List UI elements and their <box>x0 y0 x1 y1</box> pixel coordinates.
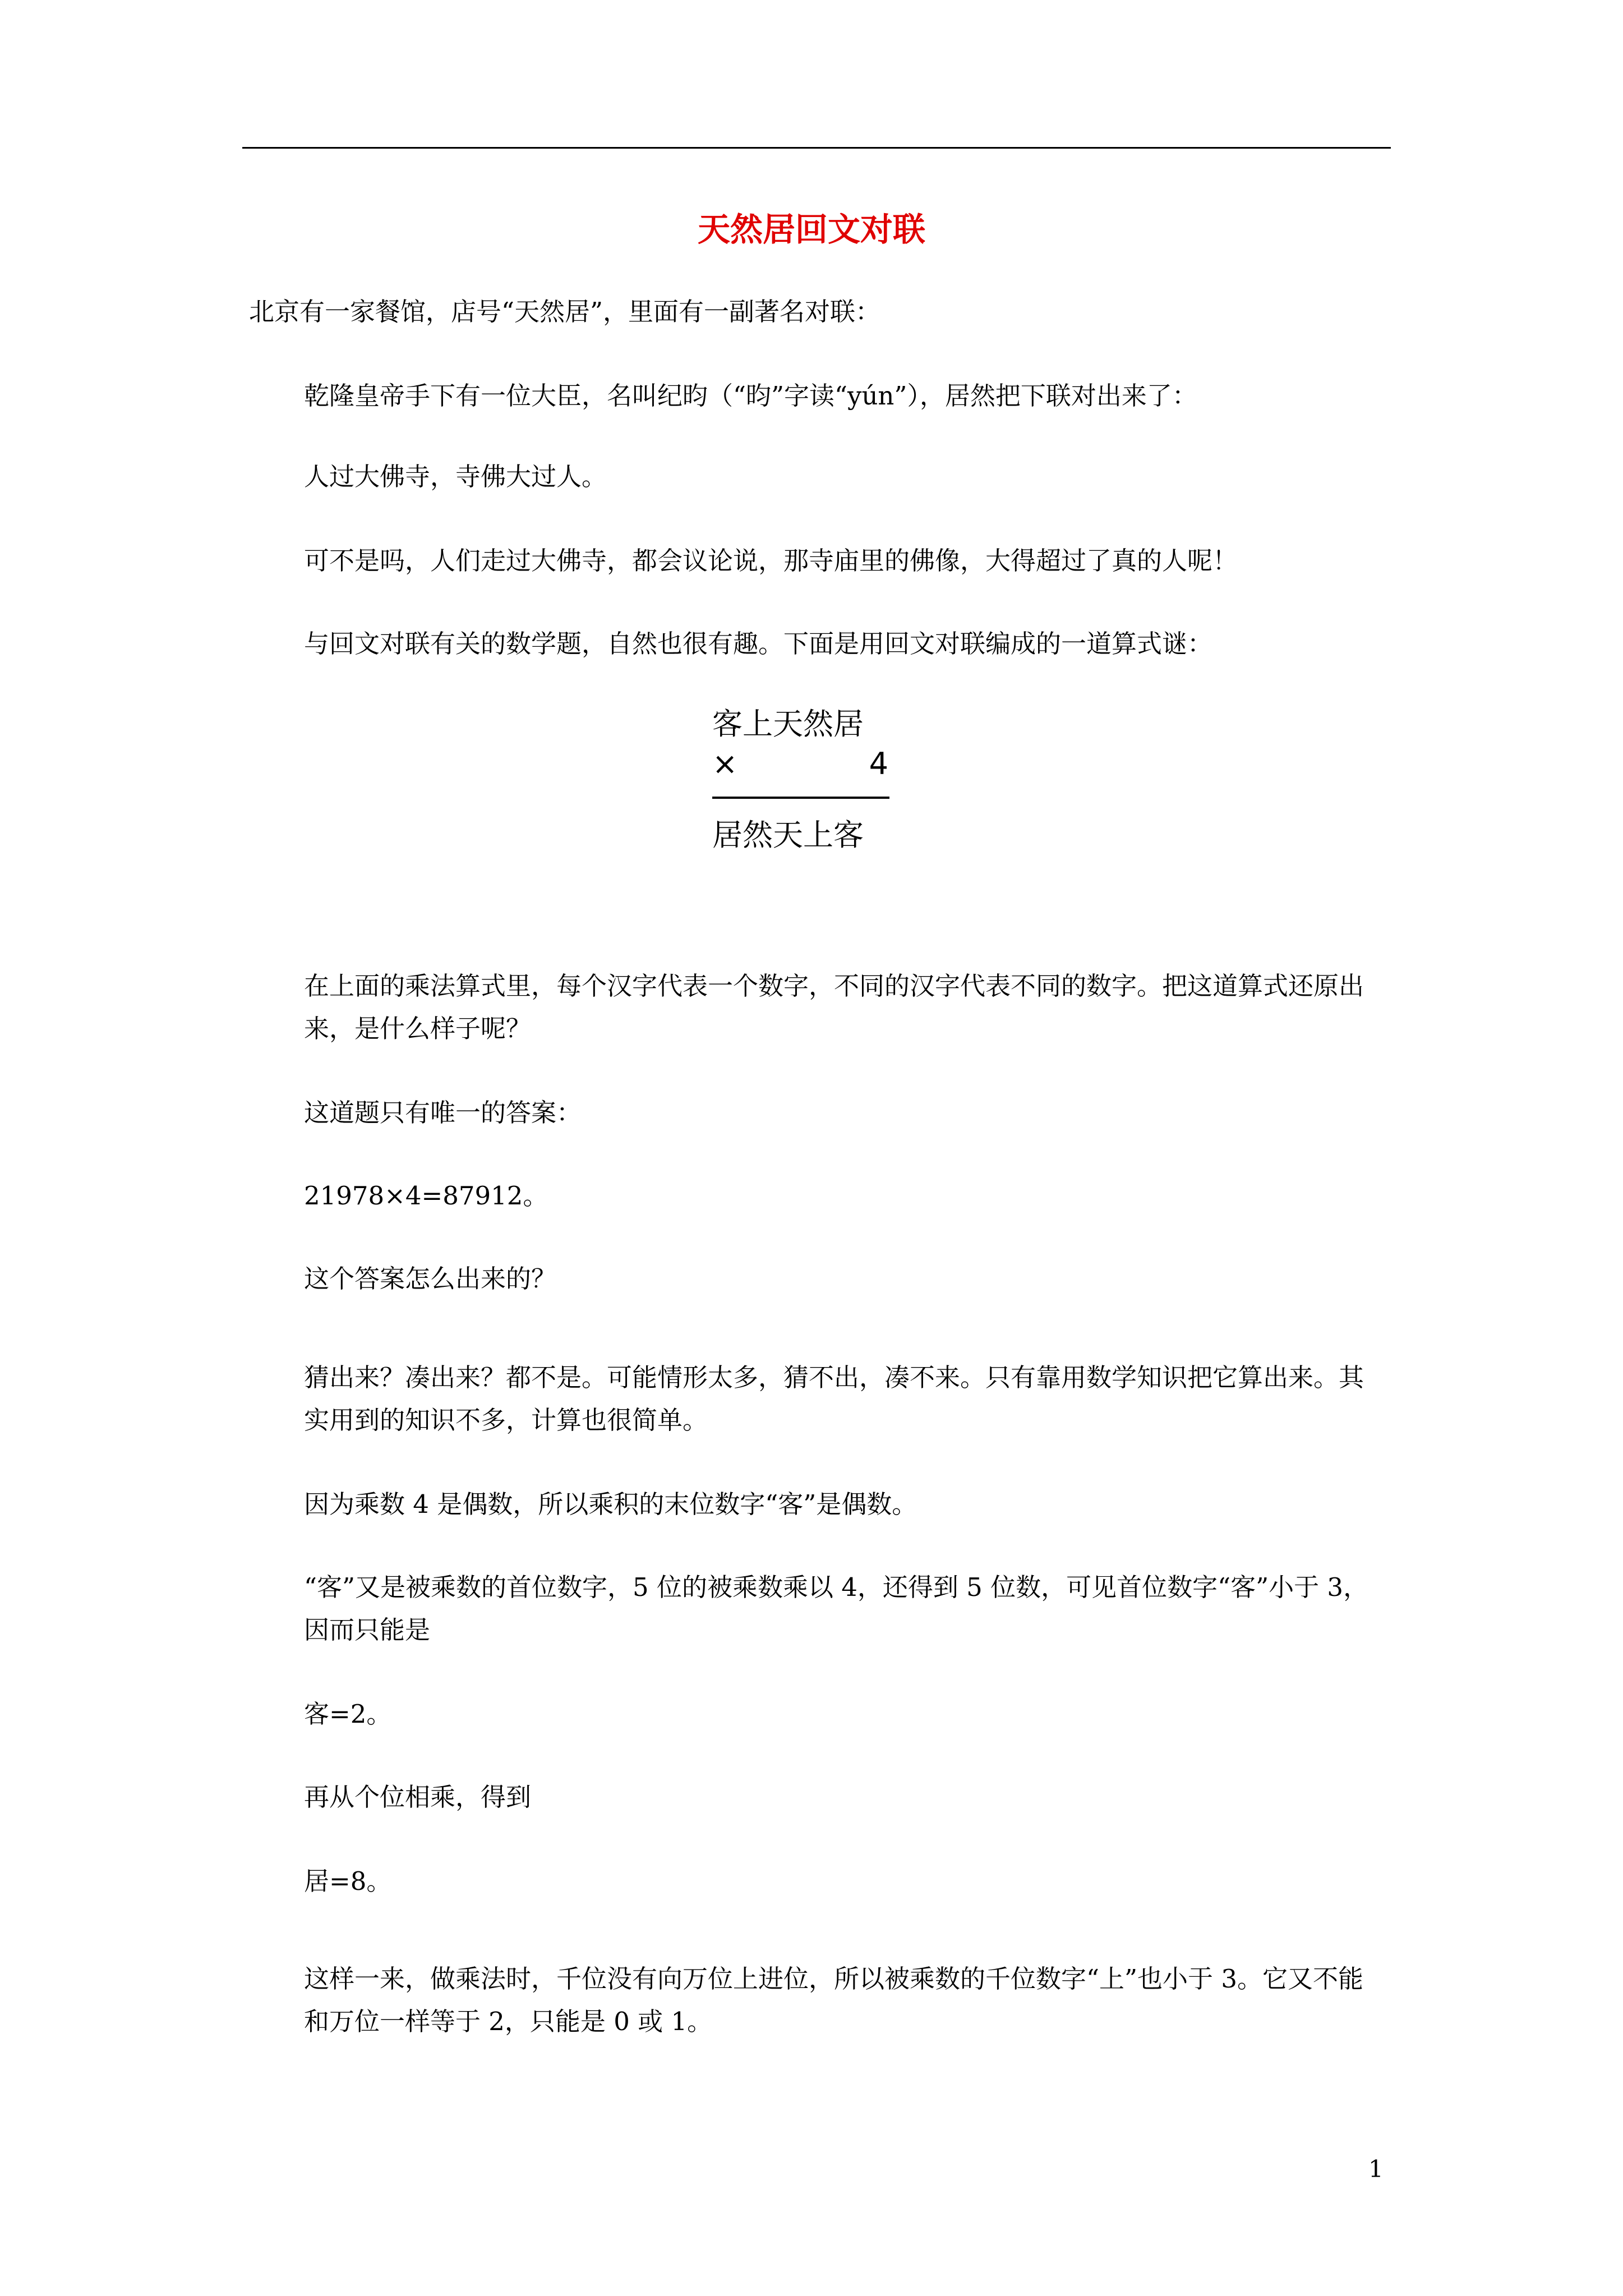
paragraph: 这道题只有唯一的答案： <box>304 1098 582 1128</box>
page-number: 1 <box>1368 2155 1384 2183</box>
paragraph: 居=8。 <box>304 1866 392 1896</box>
header-rule <box>242 147 1391 149</box>
paragraph: 客=2。 <box>304 1699 392 1729</box>
multiplication-puzzle <box>712 700 889 857</box>
paragraph: 这个答案怎么出来的？ <box>304 1264 557 1294</box>
paragraph: 与回文对联有关的数学题，自然也很有趣。下面是用回文对联编成的一道算式谜： <box>304 629 1213 659</box>
paragraph: 因为乘数 4 是偶数，所以乘积的末位数字“客”是偶数。 <box>304 1489 917 1519</box>
paragraph: 21978×4=87912。 <box>304 1181 548 1211</box>
paragraph: 这样一来，做乘法时，千位没有向万位上进位，所以被乘数的千位数字“上”也小于 3。它又不能和万位一样等于 2，只能是 0 或 1。 <box>304 1964 1363 2036</box>
paragraph: 可不是吗，人们走过大佛寺，都会议论说，那寺庙里的佛像，大得超过了真的人呢！ <box>304 546 1238 576</box>
puzzle-multiplicand: 客上天然居 <box>712 706 864 742</box>
paragraph: 人过大佛寺，寺佛大过人。 <box>304 462 607 491</box>
paragraph: 再从个位相乘，得到 <box>304 1782 532 1812</box>
page-title: 天然居回文对联 <box>697 210 925 249</box>
paragraph: 乾隆皇帝手下有一位大臣，名叫纪昀（“昀”字读“yún”），居然把下联对出来了： <box>304 381 1197 411</box>
paragraph: 在上面的乘法算式里，每个汉字代表一个数字，不同的汉字代表不同的数字。把这道算式还原出来，是什么样子呢？ <box>304 971 1364 1043</box>
puzzle-rule <box>712 797 889 799</box>
paragraph: 北京有一家餐馆，店号“天然居”，里面有一副著名对联： <box>249 297 881 326</box>
puzzle-product: 居然天上客 <box>712 817 864 853</box>
puzzle-multiplier: 4 <box>869 746 888 781</box>
paragraph: “客”又是被乘数的首位数字，5 位的被乘数乘以 4，还得到 5 位数，可见首位数字“客”小于 3，因而只能是 <box>304 1572 1369 1645</box>
paragraph: 猜出来？凑出来？都不是。可能情形太多，猜不出，凑不来。只有靠用数学知识把它算出来。其实用到的知识不多，计算也很简单。 <box>304 1363 1364 1435</box>
puzzle-times-sign: × <box>712 746 738 781</box>
